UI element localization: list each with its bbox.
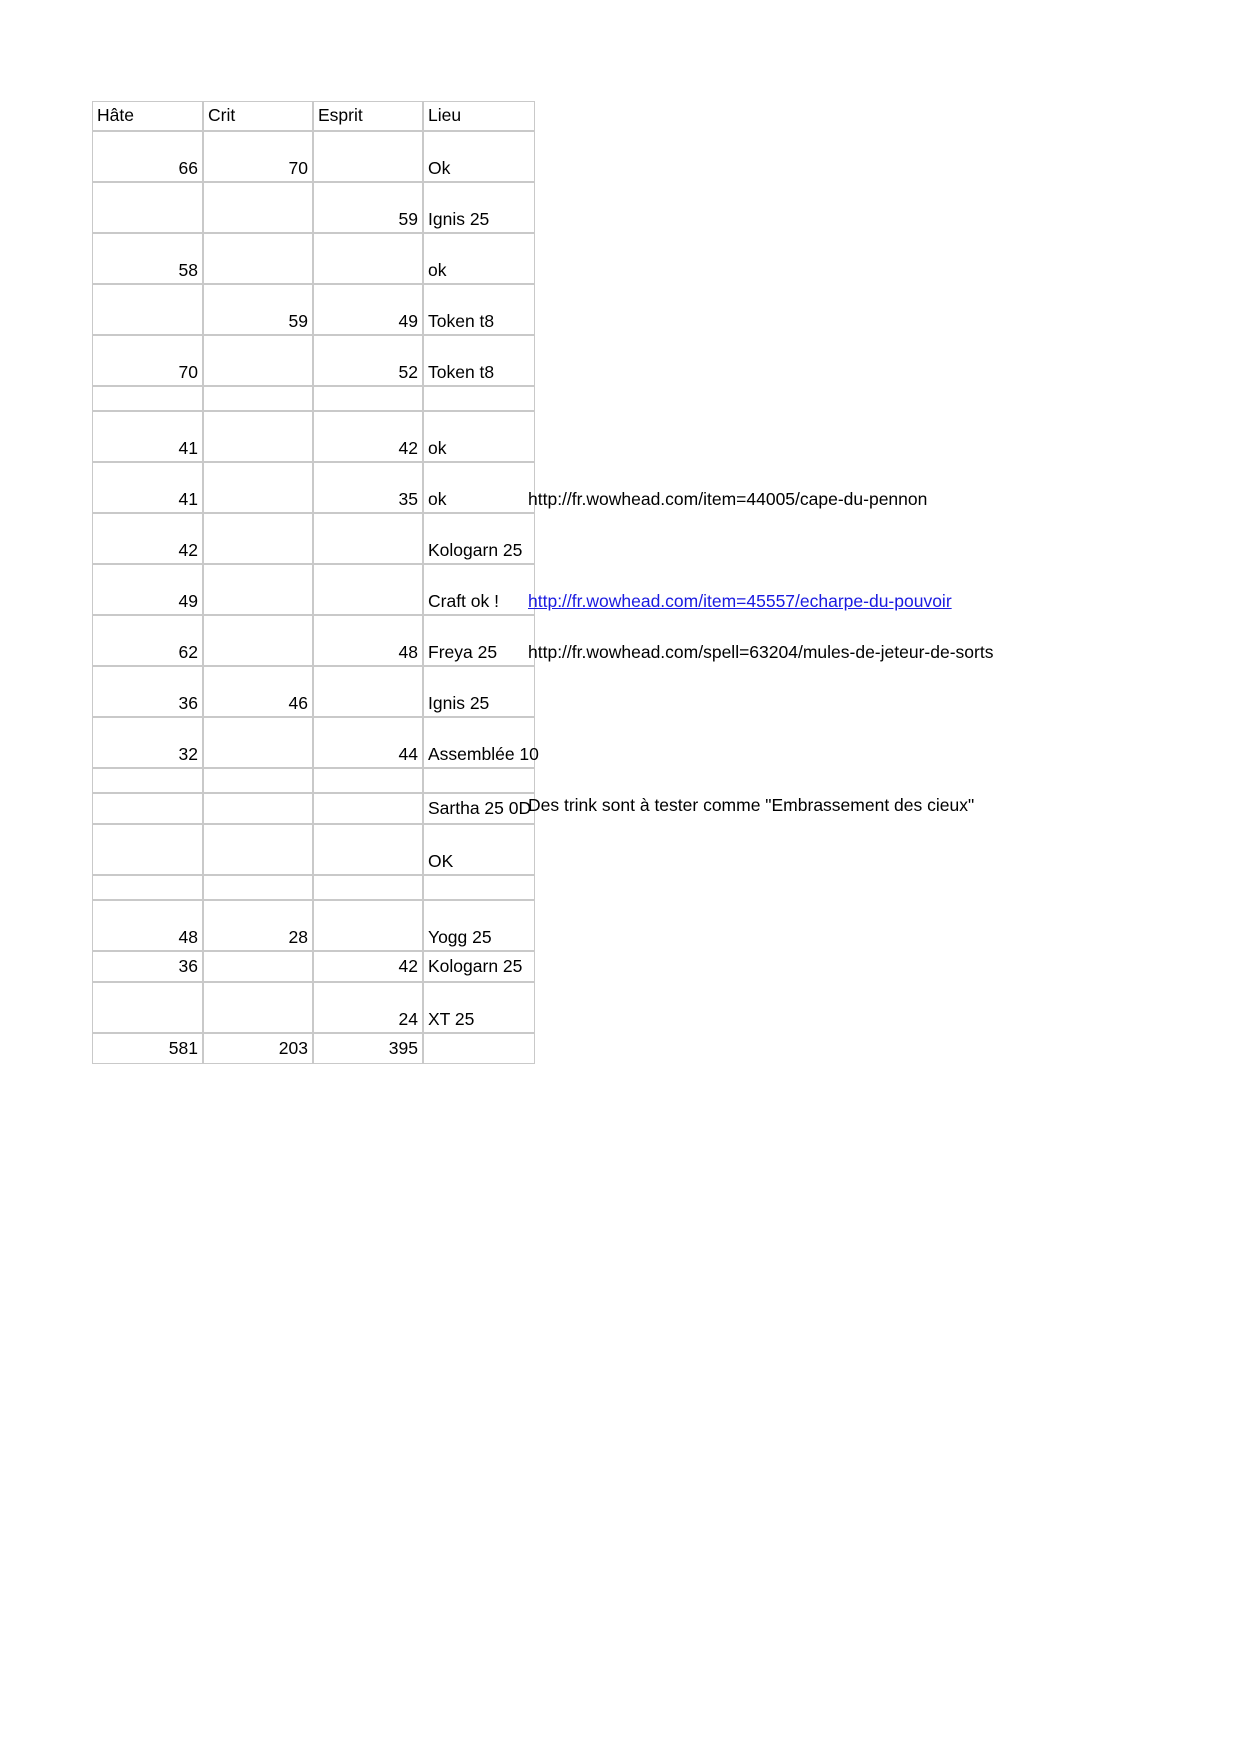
- cell-crit[interactable]: 28: [203, 900, 313, 951]
- table-header-row: [92, 101, 535, 131]
- cell-lieu[interactable]: Yogg 25: [423, 900, 535, 951]
- cell-esprit[interactable]: 59: [313, 182, 423, 233]
- table-row: [92, 982, 535, 1033]
- cell-crit[interactable]: [203, 462, 313, 513]
- column-header-lieu[interactable]: Lieu: [423, 101, 535, 131]
- column-header-hate[interactable]: Hâte: [92, 101, 203, 131]
- cell-lieu[interactable]: Ignis 25: [423, 666, 535, 717]
- table-row: [92, 900, 535, 951]
- table-row: [92, 793, 535, 824]
- cell-esprit[interactable]: [313, 824, 423, 875]
- cell-crit[interactable]: [203, 233, 313, 284]
- cell-crit[interactable]: [203, 875, 313, 900]
- cell-lieu[interactable]: Ignis 25: [423, 182, 535, 233]
- cell-crit[interactable]: [203, 982, 313, 1033]
- table-row: [92, 951, 535, 982]
- cell-esprit[interactable]: [313, 386, 423, 411]
- cell-esprit[interactable]: 42: [313, 951, 423, 982]
- cell-crit[interactable]: [203, 182, 313, 233]
- table-row: [92, 386, 535, 411]
- cell-hate[interactable]: [92, 824, 203, 875]
- total-esprit[interactable]: 395: [313, 1033, 423, 1064]
- cell-lieu[interactable]: [423, 615, 994, 666]
- table-row: [92, 411, 535, 462]
- table-row: [92, 513, 535, 564]
- table-row: [92, 875, 535, 900]
- cell-esprit[interactable]: [313, 875, 423, 900]
- table-row: [92, 824, 535, 875]
- cell-lieu[interactable]: XT 25: [423, 982, 535, 1033]
- cell-hate[interactable]: 62: [92, 615, 203, 666]
- table-row: [92, 233, 535, 284]
- cell-esprit[interactable]: [313, 131, 423, 182]
- cell-crit[interactable]: [203, 717, 313, 768]
- cell-crit[interactable]: [203, 386, 313, 411]
- cell-lieu[interactable]: ok: [423, 233, 535, 284]
- total-hate[interactable]: 581: [92, 1033, 203, 1064]
- wowhead-cape-url[interactable]: http://fr.wowhead.com/item=44005/cape-du-pennon: [528, 488, 928, 509]
- cell-crit[interactable]: [203, 824, 313, 875]
- cell-esprit[interactable]: 49: [313, 284, 423, 335]
- total-lieu[interactable]: [423, 1033, 535, 1064]
- cell-esprit[interactable]: [313, 900, 423, 951]
- table-row: [92, 768, 535, 793]
- cell-lieu[interactable]: Token t8: [423, 335, 535, 386]
- cell-lieu-text: Freya 25: [428, 641, 498, 662]
- cell-esprit[interactable]: [313, 233, 423, 284]
- cell-lieu[interactable]: Kologarn 25: [423, 951, 535, 982]
- table-row: [92, 564, 535, 615]
- trinket-note: Des trink sont à tester comme "Embrassement des cieux": [528, 794, 975, 815]
- cell-hate[interactable]: [92, 182, 203, 233]
- table-row: [92, 131, 535, 182]
- cell-hate[interactable]: 49: [92, 564, 203, 615]
- cell-esprit[interactable]: 44: [313, 717, 423, 768]
- cell-hate[interactable]: 36: [92, 951, 203, 982]
- cell-crit[interactable]: [203, 793, 313, 824]
- cell-crit[interactable]: [203, 335, 313, 386]
- cell-lieu-text: Craft ok !: [428, 590, 499, 611]
- table-row: [92, 666, 535, 717]
- cell-crit[interactable]: 59: [203, 284, 313, 335]
- cell-hate[interactable]: [92, 982, 203, 1033]
- cell-esprit[interactable]: 35: [313, 462, 423, 513]
- cell-lieu[interactable]: Kologarn 25: [423, 513, 535, 564]
- cell-lieu[interactable]: [423, 564, 952, 615]
- cell-hate[interactable]: [92, 386, 203, 411]
- cell-lieu[interactable]: [423, 793, 975, 824]
- cell-esprit[interactable]: 48: [313, 615, 423, 666]
- cell-crit[interactable]: [203, 615, 313, 666]
- table-row: [92, 284, 535, 335]
- cell-crit[interactable]: [203, 951, 313, 982]
- cell-esprit[interactable]: [313, 793, 423, 824]
- cell-lieu[interactable]: Ok: [423, 131, 535, 182]
- cell-esprit[interactable]: [313, 666, 423, 717]
- cell-lieu[interactable]: [423, 462, 928, 513]
- cell-crit[interactable]: 46: [203, 666, 313, 717]
- cell-lieu-text: ok: [428, 488, 447, 509]
- table-row: [92, 335, 535, 386]
- wowhead-mules-url[interactable]: http://fr.wowhead.com/spell=63204/mules-de-jeteur-de-sorts: [528, 641, 994, 662]
- cell-hate[interactable]: 48: [92, 900, 203, 951]
- cell-lieu[interactable]: ok: [423, 411, 535, 462]
- column-header-crit[interactable]: Crit: [203, 101, 313, 131]
- cell-hate[interactable]: 42: [92, 513, 203, 564]
- cell-hate[interactable]: 41: [92, 462, 203, 513]
- cell-crit[interactable]: [203, 564, 313, 615]
- cell-hate[interactable]: [92, 793, 203, 824]
- cell-esprit[interactable]: 52: [313, 335, 423, 386]
- cell-lieu-text: Sartha 25 0D: [428, 797, 532, 818]
- cell-hate[interactable]: 36: [92, 666, 203, 717]
- cell-esprit[interactable]: [313, 768, 423, 793]
- cell-lieu[interactable]: [423, 386, 535, 411]
- spreadsheet-region: [92, 101, 1192, 1064]
- cell-hate[interactable]: 32: [92, 717, 203, 768]
- cell-hate[interactable]: 70: [92, 335, 203, 386]
- cell-esprit[interactable]: 42: [313, 411, 423, 462]
- table-row: [92, 615, 535, 666]
- cell-lieu[interactable]: Token t8: [423, 284, 535, 335]
- cell-crit[interactable]: 70: [203, 131, 313, 182]
- column-header-esprit[interactable]: Esprit: [313, 101, 423, 131]
- total-crit[interactable]: 203: [203, 1033, 313, 1064]
- cell-hate[interactable]: [92, 284, 203, 335]
- cell-hate[interactable]: 41: [92, 411, 203, 462]
- cell-lieu[interactable]: Assemblée 10: [423, 717, 535, 768]
- wowhead-echarpe-link[interactable]: http://fr.wowhead.com/item=45557/echarpe-du-pouvoir: [528, 590, 952, 611]
- cell-hate[interactable]: [92, 875, 203, 900]
- cell-hate[interactable]: 58: [92, 233, 203, 284]
- cell-crit[interactable]: [203, 768, 313, 793]
- stats-table: [92, 101, 994, 1064]
- cell-hate[interactable]: 66: [92, 131, 203, 182]
- cell-lieu[interactable]: [423, 768, 535, 793]
- cell-crit[interactable]: [203, 513, 313, 564]
- cell-crit[interactable]: [203, 411, 313, 462]
- cell-esprit[interactable]: [313, 564, 423, 615]
- cell-esprit[interactable]: 24: [313, 982, 423, 1033]
- table-row: [92, 182, 535, 233]
- cell-lieu[interactable]: [423, 875, 535, 900]
- cell-lieu[interactable]: OK: [423, 824, 535, 875]
- table-row: [92, 717, 535, 768]
- table-row: [92, 462, 535, 513]
- cell-hate[interactable]: [92, 768, 203, 793]
- table-totals-row: [92, 1033, 535, 1064]
- cell-esprit[interactable]: [313, 513, 423, 564]
